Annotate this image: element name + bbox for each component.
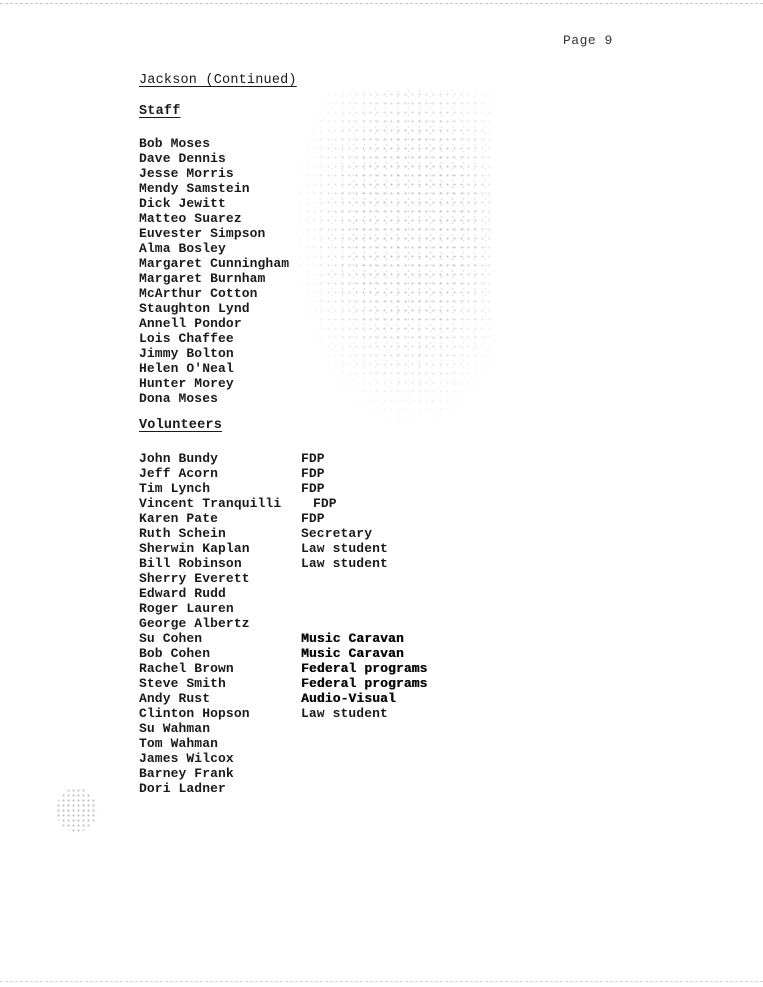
volunteer-role: Secretary	[301, 526, 373, 541]
volunteer-name: John Bundy	[139, 451, 219, 466]
volunteer-row	[139, 496, 427, 511]
volunteer-role: FDP	[301, 451, 325, 466]
volunteer-row	[139, 646, 427, 661]
volunteer-name: Barney Frank	[139, 766, 234, 781]
volunteer-row	[139, 781, 427, 796]
volunteer-row	[139, 526, 427, 541]
staff-name: Margaret Burnham	[139, 271, 266, 286]
staff-name: Matteo Suarez	[139, 211, 242, 226]
staff-name: McArthur Cotton	[139, 286, 258, 301]
volunteer-role: Music Caravan	[301, 646, 404, 661]
volunteer-row	[139, 571, 427, 586]
volunteer-name: Su Cohen	[139, 631, 203, 646]
volunteer-role: Music Caravan	[301, 631, 404, 646]
volunteer-name: Su Wahman	[139, 721, 211, 736]
staff-name: Dona Moses	[139, 391, 219, 406]
staff-name: Euvester Simpson	[139, 226, 266, 241]
staff-name: Dave Dennis	[139, 151, 226, 166]
volunteers-heading: Volunteers	[139, 418, 223, 433]
staff-list	[139, 136, 289, 406]
volunteer-row	[139, 721, 427, 736]
volunteer-role: Federal programs	[301, 661, 428, 676]
volunteer-name: Jeff Acorn	[139, 466, 219, 481]
page-number: Page 9	[563, 33, 613, 48]
volunteer-name: Ruth Schein	[139, 526, 226, 541]
volunteer-role: Law student	[301, 541, 388, 556]
volunteer-row	[139, 466, 427, 481]
staff-name: Staughton Lynd	[139, 301, 250, 316]
volunteer-row	[139, 481, 427, 496]
volunteer-name: Steve Smith	[139, 676, 226, 691]
scan-edge-bottom	[0, 981, 763, 982]
volunteer-row	[139, 661, 427, 676]
staff-name: Helen O'Neal	[139, 361, 234, 376]
punch-hole-mark	[56, 788, 98, 832]
volunteer-name: Sherwin Kaplan	[139, 541, 250, 556]
volunteer-row	[139, 631, 427, 646]
staff-name: Dick Jewitt	[139, 196, 226, 211]
volunteer-row	[139, 451, 427, 466]
volunteer-row	[139, 691, 427, 706]
volunteer-role: Law student	[301, 706, 388, 721]
staff-name: Hunter Morey	[139, 376, 234, 391]
staff-name: Lois Chaffee	[139, 331, 234, 346]
volunteer-role: Federal programs	[301, 676, 428, 691]
volunteer-row	[139, 541, 427, 556]
volunteer-row	[139, 676, 427, 691]
volunteer-role: Audio-Visual	[301, 691, 396, 706]
volunteer-row	[139, 706, 427, 721]
staff-name: Margaret Cunningham	[139, 256, 290, 271]
volunteer-role: FDP	[313, 496, 337, 511]
volunteer-row	[139, 616, 427, 631]
volunteers-list	[139, 451, 427, 796]
volunteer-row	[139, 511, 427, 526]
volunteer-name: Bill Robinson	[139, 556, 242, 571]
staff-name: Jimmy Bolton	[139, 346, 234, 361]
volunteer-name: Rachel Brown	[139, 661, 234, 676]
staff-name: Annell Pondor	[139, 316, 242, 331]
volunteer-name: Edward Rudd	[139, 586, 226, 601]
staff-name: Mendy Samstein	[139, 181, 250, 196]
staff-name: Bob Moses	[139, 136, 211, 151]
volunteer-name: Andy Rust	[139, 691, 211, 706]
volunteer-role: FDP	[301, 481, 325, 496]
scan-noise	[290, 90, 490, 430]
volunteer-row	[139, 586, 427, 601]
volunteer-role: Law student	[301, 556, 388, 571]
volunteer-name: Roger Lauren	[139, 601, 234, 616]
staff-name: Alma Bosley	[139, 241, 226, 256]
volunteer-name: Karen Pate	[139, 511, 219, 526]
staff-name: Jesse Morris	[139, 166, 234, 181]
volunteer-name: Bob Cohen	[139, 646, 211, 661]
volunteer-name: Dori Ladner	[139, 781, 226, 796]
volunteer-row	[139, 556, 427, 571]
volunteer-name: Vincent Tranquilli	[139, 496, 282, 511]
volunteer-name: Tom Wahman	[139, 736, 219, 751]
volunteer-name: Tim Lynch	[139, 481, 211, 496]
volunteer-name: Clinton Hopson	[139, 706, 250, 721]
volunteer-role: FDP	[301, 466, 325, 481]
volunteer-role: FDP	[301, 511, 325, 526]
scan-edge-top	[0, 3, 763, 4]
volunteer-row	[139, 751, 427, 766]
volunteer-name: James Wilcox	[139, 751, 234, 766]
staff-heading: Staff	[139, 104, 181, 119]
section-heading-jackson: Jackson (Continued)	[139, 73, 297, 88]
volunteer-row	[139, 766, 427, 781]
volunteer-name: George Albertz	[139, 616, 250, 631]
volunteer-name: Sherry Everett	[139, 571, 250, 586]
volunteer-row	[139, 601, 427, 616]
volunteer-row	[139, 736, 427, 751]
